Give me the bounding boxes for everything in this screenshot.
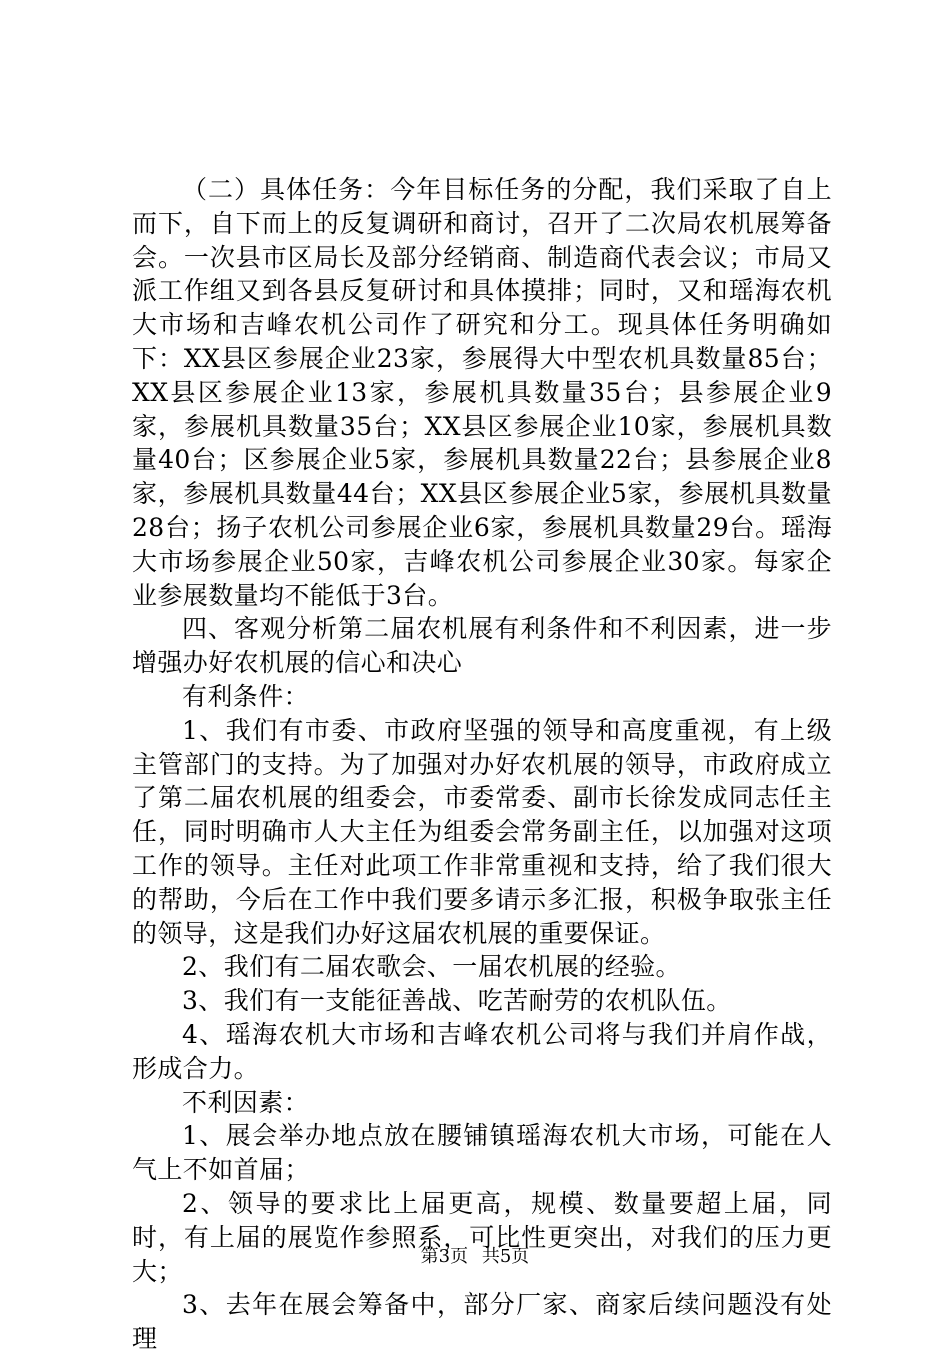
paragraph-unfavorable-heading: 不利因素：: [182, 1087, 310, 1117]
document-body: [132, 173, 832, 1356]
paragraph-favorable-3: 3、我们有一支能征善战、吃苦耐劳的农机队伍。: [182, 986, 732, 1016]
paragraph-unfavorable-3: 3、去年在展会筹备中，部分厂家、商家后续问题没有处理: [132, 1290, 832, 1354]
page-total: 共5页: [481, 1246, 530, 1267]
paragraph-specific-tasks: （二）具体任务：今年目标任务的分配，我们采取了自上而下，自下而上的反复调研和商讨，召开了二次局农机展筹备会。一次县市区局长及部分经销商、制造商代表会议；市局又派工作组又到各县反复研讨和具体摸排；同时，又和瑶海农机大市场和吉峰农机公司作了研究和分工。现具体任务明确如下：XX县区参展企业23家，参展得大中型农机具数量85台；XX县区参展企业13家，参展机具数量35台；县参展企业9家，参展机具数量35台；XX县区参展企业10家，参展机具数量40台；区参展企业5家，参展机具数量22台；县参展企业8家，参展机具数量44台；XX县区参展企业5家，参展机具数量28台；扬子农机公司参展企业6家，参展机具数量29台。瑶海大市场参展企业50家，吉峰农机公司参展企业30家。每家企业参展数量均不能低于3台。: [132, 175, 832, 610]
paragraph-favorable-heading: 有利条件：: [182, 681, 310, 711]
paragraph-section-four-heading: 四、客观分析第二届农机展有利条件和不利因素，进一步增强办好农机展的信心和决心: [132, 614, 832, 678]
paragraph-favorable-2: 2、我们有二届农歌会、一届农机展的经验。: [182, 952, 681, 982]
page-footer: [0, 1246, 950, 1268]
page-number: 第3页: [420, 1246, 469, 1267]
paragraph-unfavorable-2: 2、领导的要求比上届更高，规模、数量要超上届，同时，有上届的展览作参照系，可比性更突出，对我们的压力更大；: [132, 1188, 832, 1286]
paragraph-favorable-1: 1、我们有市委、市政府坚强的领导和高度重视，有上级主管部门的支持。为了加强对办好农机展的领导，市政府成立了第二届农机展的组委会，市委常委、副市长徐发成同志任主任，同时明确市人大主任为组委会常务副主任，以加强对这项工作的领导。主任对此项工作非常重视和支持，给了我们很大的帮助，今后在工作中我们要多请示多汇报，积极争取张主任的领导，这是我们办好这届农机展的重要保证。: [132, 715, 832, 948]
paragraph-favorable-4: 4、瑶海农机大市场和吉峰农机公司将与我们并肩作战，形成合力。: [132, 1019, 832, 1083]
paragraph-unfavorable-1: 1、展会举办地点放在腰铺镇瑶海农机大市场，可能在人气上不如首届；: [132, 1121, 832, 1185]
